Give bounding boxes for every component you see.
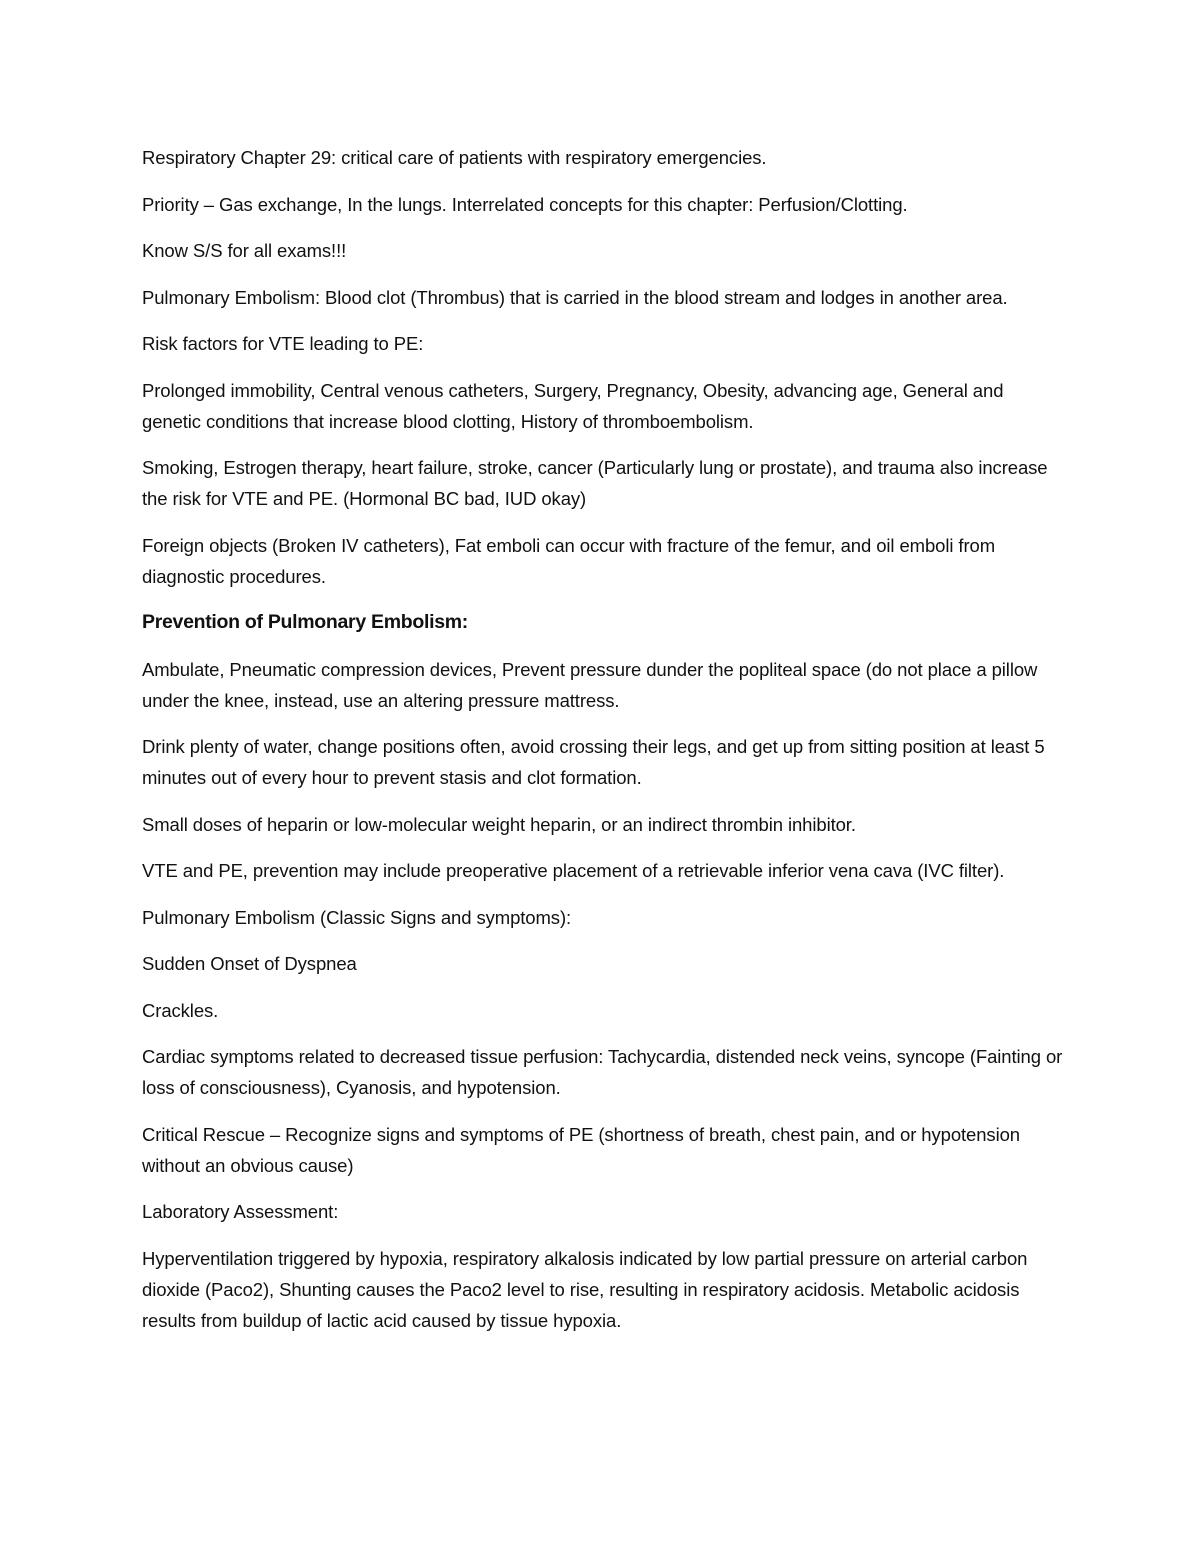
paragraph-ambulate: Ambulate, Pneumatic compression devices, Prevent pressure dunder the popliteal space (do not place a pillow under the knee, instead, use an altering pressure mattress. [142,658,1038,711]
paragraph-critical-rescue: Critical Rescue – Recognize signs and symptoms of PE (shortness of breath, chest pain, and or hypotension without an obvious cause) [142,1123,1020,1176]
paragraph-risk-factors-list: Prolonged immobility, Central venous catheters, Surgery, Pregnancy, Obesity, advancing age, General and genetic conditions that increase blood clotting, History of thromboembolism. [142,379,1004,432]
paragraph-risk-factors-heading: Risk factors for VTE leading to PE: [142,333,424,354]
paragraph-ivc-filter: VTE and PE, prevention may include preoperative placement of a retrievable inferior vena cava (IVC filter). [142,860,1005,881]
document-body [142,142,1067,1351]
paragraph-heparin: Small doses of heparin or low-molecular weight heparin, or an indirect thrombin inhibitor. [142,813,856,835]
paragraph-title: Respiratory Chapter 29: critical care of patients with respiratory emergencies. [142,147,767,168]
paragraph-dyspnea: Sudden Onset of Dyspnea [142,953,357,974]
paragraph-lab-assessment-heading: Laboratory Assessment: [142,1201,339,1222]
paragraph-risk-factors-additional: Smoking, Estrogen therapy, heart failure, stroke, cancer (Particularly lung or prostate), and trauma also increase the risk for VTE and PE. (Hormonal BC bad, IUD okay) [142,457,1048,509]
paragraph-drink-water: Drink plenty of water, change positions often, avoid crossing their legs, and get up from sitting position at least 5 minutes out of every hour to prevent stasis and clot formation. [142,736,1045,788]
paragraph-pe-definition: Pulmonary Embolism: Blood clot (Thrombus) that is carried in the blood stream and lodges in another area. [142,286,1008,308]
paragraph-classic-signs-heading: Pulmonary Embolism (Classic Signs and symptoms): [142,906,572,928]
paragraph-hyperventilation: Hyperventilation triggered by hypoxia, respiratory alkalosis indicated by low partial pressure on arterial carbon dioxide (Paco2), Shunting causes the Paco2 level to rise, resulting in respiratory acidosis. Metabolic acidosis results from buildup of lactic acid caused by tissue hypoxia. [142,1247,1028,1331]
paragraph-foreign-objects: Foreign objects (Broken IV catheters), Fat emboli can occur with fracture of the femur, and oil emboli from diagnostic procedures. [142,534,996,587]
paragraph-crackles: Crackles. [142,999,219,1021]
section-heading-prevention: Prevention of Pulmonary Embolism: [142,611,468,633]
paragraph-know-ss: Know S/S for all exams!!! [142,240,347,261]
paragraph-priority: Priority – Gas exchange, In the lungs. Interrelated concepts for this chapter: Perfusion/Clotting. [142,193,908,215]
paragraph-cardiac-symptoms: Cardiac symptoms related to decreased tissue perfusion: Tachycardia, distended neck veins, syncope (Fainting or loss of consciousness), Cyanosis, and hypotension. [142,1046,1063,1098]
